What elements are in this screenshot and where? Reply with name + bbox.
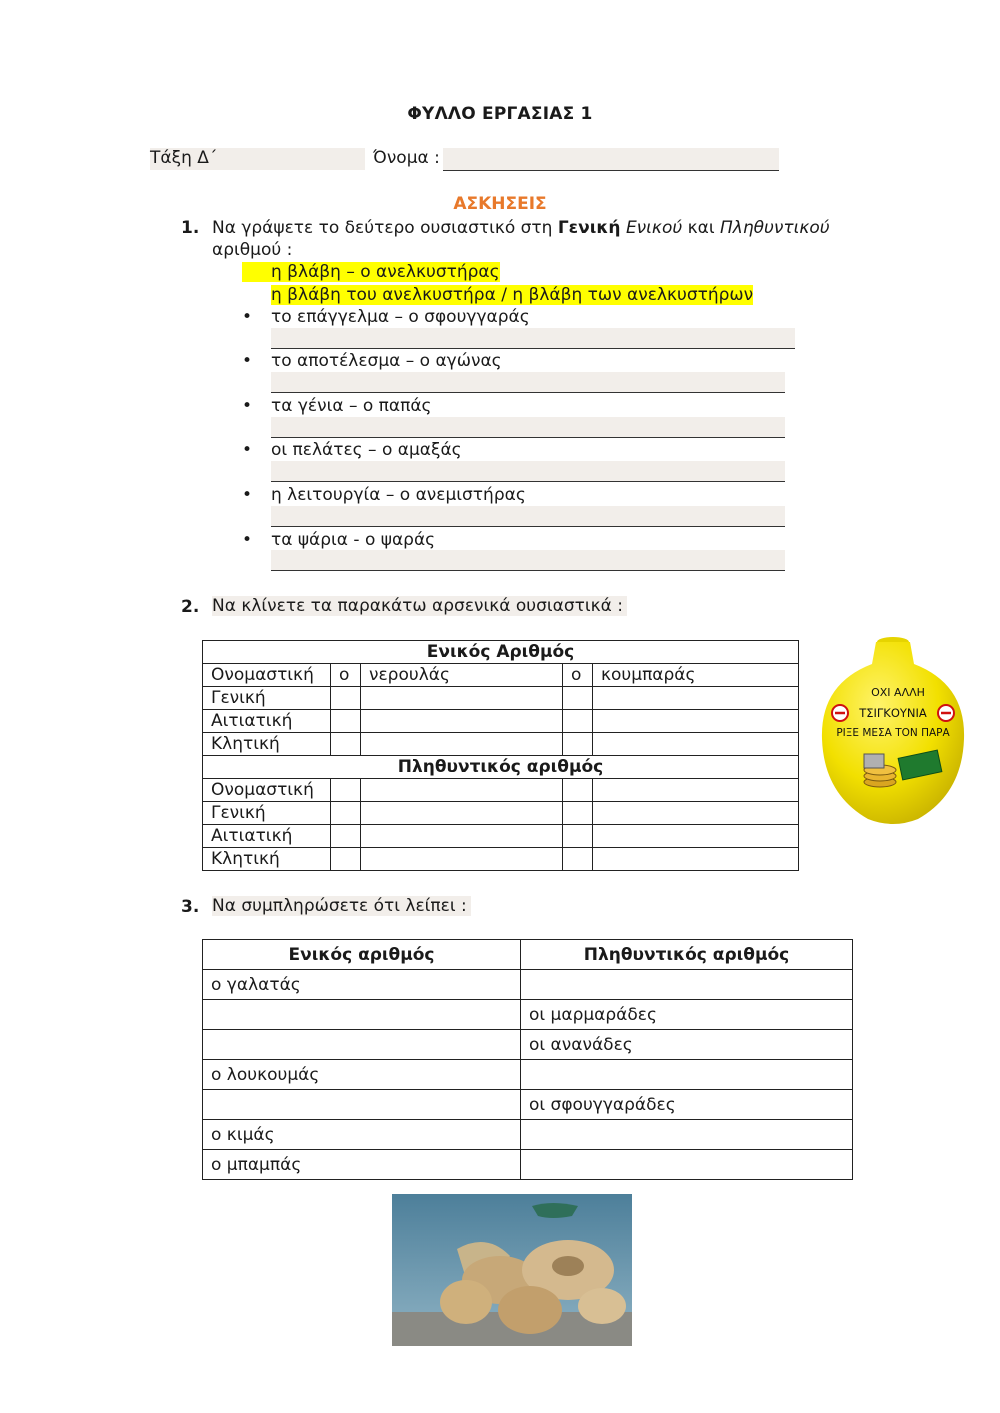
q1-text-and: και: [682, 218, 720, 238]
q1-text-b: αριθμού :: [212, 240, 293, 260]
answer-cell[interactable]: [563, 825, 593, 848]
q1-text-bold: Γενική: [557, 218, 621, 238]
answer-cell[interactable]: [331, 779, 361, 802]
jar-text-line: ΡΙΞΕ ΜΕΣΑ ΤΟΝ ΠΑΡΑ: [836, 727, 950, 739]
case-label: Ονομαστική: [203, 779, 331, 802]
q1-example-answer: η βλάβη του ανελκυστήρα / η βλάβη των ανελκυστήρων: [271, 285, 754, 305]
answer-cell[interactable]: [593, 779, 799, 802]
answer-cell[interactable]: [563, 710, 593, 733]
singular-cell: ο γαλατάς: [203, 970, 521, 1000]
table-row: [203, 687, 799, 710]
q1-answer-line[interactable]: [271, 550, 785, 571]
table-row: [203, 1120, 853, 1150]
singular-cell: ο λουκουμάς: [203, 1060, 521, 1090]
sponges-photo: [392, 1194, 632, 1346]
q3-number: 3.: [181, 897, 200, 917]
answer-cell[interactable]: [361, 710, 563, 733]
answer-cell[interactable]: [331, 710, 361, 733]
case-label: Αιτιατική: [203, 710, 331, 733]
singular-cell: ο μπαμπάς: [203, 1150, 521, 1180]
q1-answer-line[interactable]: [271, 417, 785, 438]
declension-table: [202, 640, 799, 871]
singular-header: Ενικός Αριθμός: [203, 641, 799, 664]
q1-text-plural: Πληθυντικού: [719, 218, 830, 238]
answer-cell[interactable]: [361, 779, 563, 802]
answer-cell[interactable]: [593, 733, 799, 756]
answer-cell[interactable]: [563, 848, 593, 871]
table-row: [203, 733, 799, 756]
answer-cell[interactable]: [593, 802, 799, 825]
q1-text: [212, 217, 850, 261]
column-header: Πληθυντικός αριθμός: [521, 940, 853, 970]
answer-cell[interactable]: [593, 687, 799, 710]
jar-text-line: ΟΧΙ ΑΛΛΗ: [871, 686, 925, 699]
answer-cell[interactable]: [593, 825, 799, 848]
q1-answer-line[interactable]: [271, 372, 785, 393]
noun-cell: κουμπαράς: [593, 664, 799, 687]
table-row: [203, 1150, 853, 1180]
class-field[interactable]: [150, 148, 365, 170]
section-title: ΑΣΚΗΣΕΙΣ: [453, 194, 547, 214]
table-row: [203, 1060, 853, 1090]
answer-cell[interactable]: [521, 970, 853, 1000]
answer-cell[interactable]: [331, 733, 361, 756]
answer-cell[interactable]: [331, 825, 361, 848]
table-row: [203, 848, 799, 871]
jar-text-line: ΤΣΙΓΚΟΥΝΙΑ: [859, 706, 927, 720]
q1-text-singular: Ενικού: [625, 218, 683, 238]
plural-cell: οι ανανάδες: [521, 1030, 853, 1060]
case-label: Γενική: [203, 802, 331, 825]
class-label: Τάξη Δ΄: [150, 148, 218, 168]
q2-text: Να κλίνετε τα παρακάτω αρσενικά ουσιαστικά :: [212, 596, 627, 616]
plural-header: Πληθυντικός αριθμός: [203, 756, 799, 779]
answer-cell[interactable]: [593, 848, 799, 871]
table-row: [203, 802, 799, 825]
answer-cell[interactable]: [331, 687, 361, 710]
case-label: Ονομαστική: [203, 664, 331, 687]
name-input-line[interactable]: [443, 148, 779, 171]
q1-text-a: Να γράψετε το δεύτερο ουσιαστικό στη: [212, 218, 558, 238]
table-row: [203, 710, 799, 733]
answer-cell[interactable]: [331, 802, 361, 825]
case-label: Κλητική: [203, 733, 331, 756]
money-jar-image: [818, 634, 968, 829]
q1-answer-line[interactable]: [271, 506, 785, 527]
worksheet-title: ΦΥΛΛΟ ΕΡΓΑΣΙΑΣ 1: [407, 104, 593, 124]
noun-cell: νερουλάς: [361, 664, 563, 687]
plural-cell: οι σφουγγαράδες: [521, 1090, 853, 1120]
name-label: Όνομα :: [373, 148, 440, 168]
q1-answer-line[interactable]: [271, 328, 795, 349]
answer-cell[interactable]: [203, 1000, 521, 1030]
column-header: Ενικός αριθμός: [203, 940, 521, 970]
answer-cell[interactable]: [361, 687, 563, 710]
table-row: [203, 1030, 853, 1060]
answer-cell[interactable]: [361, 825, 563, 848]
answer-cell[interactable]: [563, 802, 593, 825]
answer-cell[interactable]: [203, 1090, 521, 1120]
answer-cell[interactable]: [521, 1120, 853, 1150]
q2-number: 2.: [181, 597, 200, 617]
q1-example-pair: η βλάβη – ο ανελκυστήρας: [242, 262, 500, 282]
q1-answer-line[interactable]: [271, 461, 785, 482]
answer-cell[interactable]: [563, 733, 593, 756]
answer-cell[interactable]: [361, 733, 563, 756]
answer-cell[interactable]: [593, 710, 799, 733]
article-cell: ο: [331, 664, 361, 687]
plural-table: [202, 939, 853, 1180]
answer-cell[interactable]: [361, 848, 563, 871]
table-row: [203, 779, 799, 802]
table-row: [203, 664, 799, 687]
q3-text: Να συμπληρώσετε ότι λείπει :: [212, 896, 471, 916]
article-cell: ο: [563, 664, 593, 687]
answer-cell[interactable]: [563, 779, 593, 802]
singular-cell: ο κιμάς: [203, 1120, 521, 1150]
table-row: [203, 970, 853, 1000]
plural-cell: οι μαρμαράδες: [521, 1000, 853, 1030]
answer-cell[interactable]: [361, 802, 563, 825]
answer-cell[interactable]: [331, 848, 361, 871]
answer-cell[interactable]: [563, 687, 593, 710]
answer-cell[interactable]: [521, 1060, 853, 1090]
case-label: Γενική: [203, 687, 331, 710]
case-label: Αιτιατική: [203, 825, 331, 848]
table-row: [203, 1090, 853, 1120]
table-row: [203, 1000, 853, 1030]
case-label: Κλητική: [203, 848, 331, 871]
q1-number: 1.: [181, 218, 200, 238]
answer-cell[interactable]: [203, 1030, 521, 1060]
table-row: [203, 825, 799, 848]
answer-cell[interactable]: [521, 1150, 853, 1180]
